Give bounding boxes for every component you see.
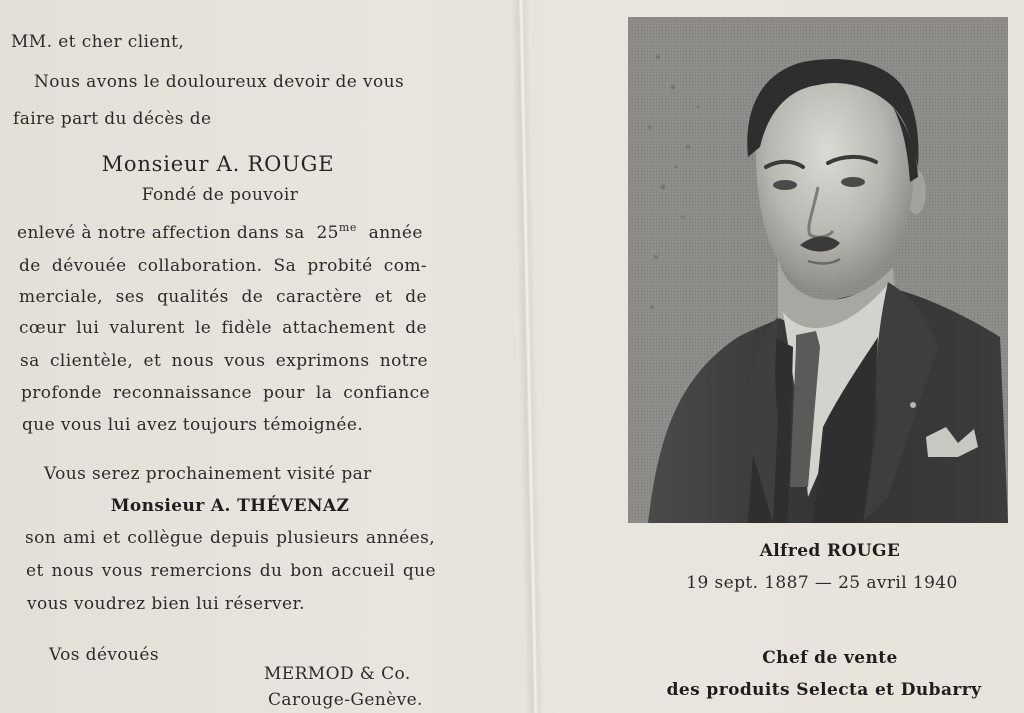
deceased-name: Monsieur A. ROUGE	[101, 152, 335, 176]
closing-line-3: vous voudrez bien lui réserver.	[27, 594, 305, 614]
portrait-illustration	[628, 17, 1008, 523]
role-line-2: des produits Selecta et Dubarry	[666, 680, 982, 700]
body-line-3: merciale, ses qualités de caractère et de	[19, 287, 427, 307]
salutation: MM. et cher client,	[11, 32, 185, 52]
successor-name: Monsieur A. THÉVENAZ	[110, 496, 350, 516]
body-line-1-text: enlevé à notre affection dans sa	[17, 223, 305, 243]
body-line-6: profonde reconnaissance pour la confiance	[21, 383, 430, 403]
body-line-7: que vous lui avez toujours témoignée.	[22, 415, 364, 435]
role-line-1: Chef de vente	[762, 648, 898, 668]
visit-line: Vous serez prochainement visité par	[44, 464, 372, 484]
body-line-5: sa clientèle, et nous vous exprimons notre	[20, 351, 428, 371]
closing-line-2: et nous vous remercions du bon accueil que	[26, 561, 436, 581]
company-location: Carouge-Genève.	[268, 690, 423, 710]
body-line-2: de dévouée collaboration. Sa probité com-	[19, 256, 427, 276]
body-line-4: cœur lui valurent le fidèle attachement de	[19, 318, 427, 338]
portrait-photo	[628, 17, 1008, 523]
closing-line-1: son ami et collègue depuis plusieurs années,	[25, 528, 435, 548]
ordinal-number: 25	[316, 223, 339, 243]
ordinal-suffix: me	[338, 221, 357, 234]
sign-off: Vos dévoués	[49, 645, 159, 665]
left-page	[0, 0, 470, 713]
intro-line-1: Nous avons le douloureux devoir de vous	[34, 72, 405, 92]
intro-line-2: faire part du décès de	[13, 109, 212, 129]
body-line-1	[17, 221, 427, 243]
company-name: MERMOD & Co.	[264, 664, 411, 684]
deceased-title: Fondé de pouvoir	[141, 185, 299, 205]
life-dates: 19 sept. 1887 — 25 avril 1940	[686, 573, 958, 593]
full-name: Alfred ROUGE	[759, 541, 901, 561]
body-line-1-end: année	[368, 223, 423, 243]
page-fold-crease	[511, 0, 544, 713]
